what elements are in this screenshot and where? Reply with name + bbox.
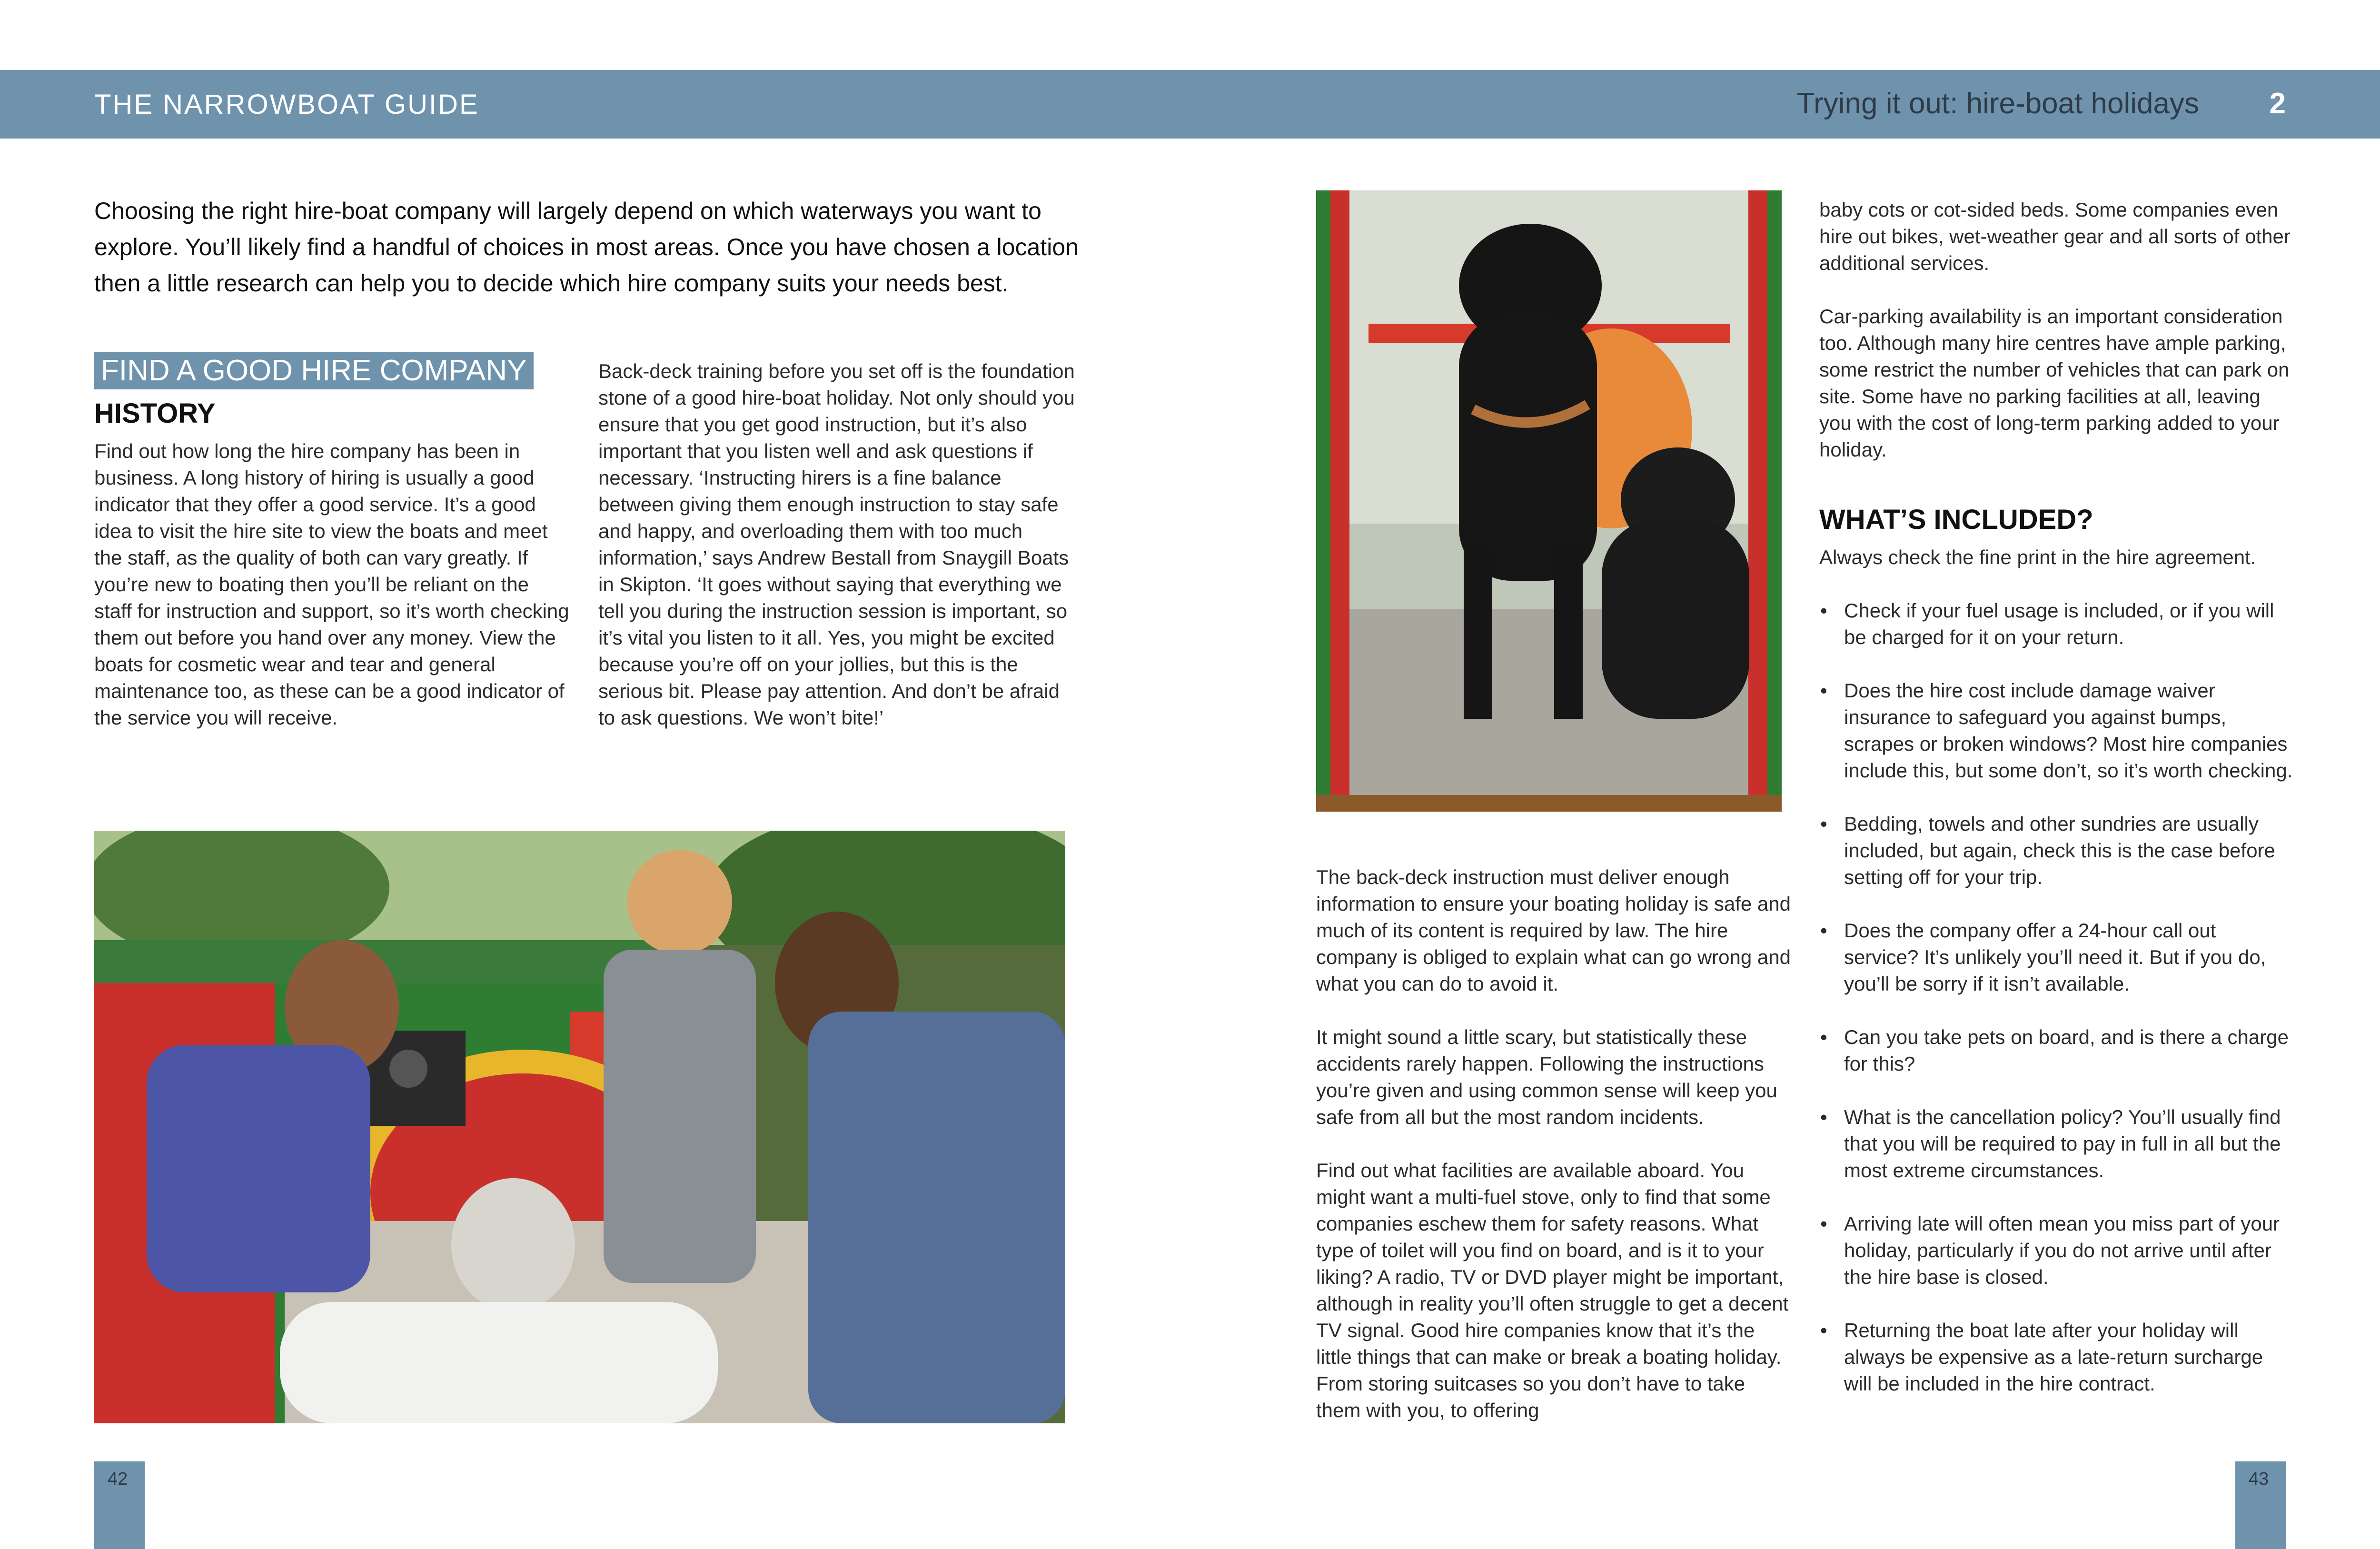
- guide-title: THE NARROWBOAT GUIDE: [94, 89, 479, 120]
- left-page-number: 42: [108, 1469, 128, 1489]
- list-item-text: Bedding, towels and other sundries are usually included, but again, check this is the case before setting off for your trip.: [1844, 813, 2275, 888]
- facilities-paragraph: Find out what facilities are available aboard. You might want a multi-fuel stove, only to find that some companies eschew them for safety reasons. What type of toilet will you find on board, and is it to your liking? A radio, TV or DVD player might be important, although in reality you’ll often struggle to get a decent TV signal. Good hire companies know that it’s the little things that can make or break a boating holiday. From storing suitcases so you don’t have to take them with you, to offering: [1316, 1159, 1789, 1421]
- list-item-text: Does the hire cost include damage waiver insurance to safeguard you against bumps, scrapes or broken windows? Most hire companies include this, but some don’t, so it’s worth checking.: [1844, 679, 2293, 782]
- list-item: [1819, 917, 2295, 997]
- right-column-1: [1316, 864, 1792, 1424]
- list-item-text: Does the company offer a 24-hour call out service? It’s unlikely you’ll need it. But if you do, you’ll be sorry if it isn’t available.: [1844, 919, 2266, 995]
- list-item-text: What is the cancellation policy? You’ll usually find that you will be required to pay in full in all but the most extreme circumstances.: [1844, 1106, 2281, 1182]
- bullet-icon: •: [1820, 1026, 1827, 1048]
- history-column: [94, 438, 570, 731]
- list-item: [1819, 1317, 2295, 1397]
- history-subheading: HISTORY: [94, 398, 216, 429]
- bullet-icon: •: [1820, 679, 1827, 702]
- parking-paragraph: Car-parking availability is an important consideration too. Although many hire centres have ample parking, some restrict the number of vehicles that can park on site. Some have no parking facilities at all, leaving you with the cost of long-term parking added to your holiday.: [1819, 305, 2290, 461]
- checklist: [1819, 597, 2295, 1424]
- list-item: [1819, 1104, 2295, 1184]
- list-item-text: Arriving late will often mean you miss part of your holiday, particularly if you do not arrive until after the hire base is closed.: [1844, 1212, 2280, 1288]
- list-item: [1819, 1024, 2295, 1077]
- bullet-icon: •: [1820, 599, 1827, 622]
- chapter-number: 2: [2269, 87, 2286, 120]
- cots-paragraph: baby cots or cot-sided beds. Some companies even hire out bikes, wet-weather gear and all sorts of other additional services.: [1819, 199, 2291, 274]
- boat-controls-photo: [94, 831, 1065, 1423]
- list-item: [1819, 1211, 2295, 1291]
- intro-paragraph: Choosing the right hire-boat company will largely depend on which waterways you want to explore. You’ll likely find a handful of choices in most areas. Once you have chosen a location then a little research can help you to decide which hire company suits your needs best.: [94, 198, 1079, 297]
- right-page-number: 43: [2249, 1469, 2269, 1489]
- bullet-icon: •: [1820, 919, 1827, 942]
- section-heading: FIND A GOOD HIRE COMPANY: [94, 352, 534, 389]
- whats-included-heading: WHAT’S INCLUDED?: [1819, 504, 2093, 535]
- bullet-icon: •: [1820, 813, 1827, 835]
- accidents-paragraph: It might sound a little scary, but statistically these accidents rarely happen. Following the instructions you’re given and using common sense will keep you safe from all but the most random incidents.: [1316, 1026, 1777, 1128]
- history-paragraph: Find out how long the hire company has been in business. A long history of hiring is usually a good indicator that they offer a good service. It’s a good idea to visit the hire site to view the boats and meet the staff, as the quality of both can vary greatly. If you’re new to boating then you’ll be reliant on the staff for instruction and support, so it’s worth checking them out before you hand over any money. View the boats for cosmetic wear and tear and general maintenance too, as these can be a good indicator of the service you will receive.: [94, 440, 569, 729]
- backdeck-paragraph: The back-deck instruction must deliver enough information to ensure your boating holiday is safe and much of its content is required by law. The hire company is obliged to explain what can go wrong and what you can do to avoid it.: [1316, 866, 1791, 995]
- whats-included-intro: Always check the fine print in the hire agreement.: [1819, 546, 2256, 568]
- list-item-text: Can you take pets on board, and is there a charge for this?: [1844, 1026, 2289, 1075]
- training-column: [598, 358, 1079, 731]
- bullet-icon: •: [1820, 1106, 1827, 1128]
- list-item: [1819, 597, 2295, 651]
- right-column-2: [1819, 197, 2295, 463]
- list-item: [1819, 677, 2295, 784]
- chapter-title: Trying it out: hire-boat holidays: [1796, 87, 2199, 120]
- training-paragraph: Back-deck training before you set off is the foundation stone of a good hire-boat holiday. Not only should you ensure that you get good instruction, but it’s also important that you listen well and ask questions if necessary. ‘Instructing hirers is a fine balance between giving them enough instruction to stay safe and happy, and overloading them with too much information,’ says Andrew Bestall from Snaygill Boats in Skipton. ‘It goes without saying that everything we tell you during the instruction session is important, so it’s vital you listen to it all. Yes, you might be excited because you’re off on your jollies, but this is the serious bit. Please pay attention. And don’t be afraid to ask questions. We won’t bite!’: [598, 360, 1075, 729]
- bullet-icon: •: [1820, 1212, 1827, 1235]
- dogs-on-boat-photo: [1316, 190, 1782, 812]
- list-item-text: Returning the boat late after your holiday will always be expensive as a late-return surcharge will be included in the hire contract.: [1844, 1319, 2263, 1395]
- bullet-icon: •: [1820, 1319, 1827, 1341]
- list-item: [1819, 811, 2295, 891]
- list-item-text: Check if your fuel usage is included, or if you will be charged for it on your return.: [1844, 599, 2274, 648]
